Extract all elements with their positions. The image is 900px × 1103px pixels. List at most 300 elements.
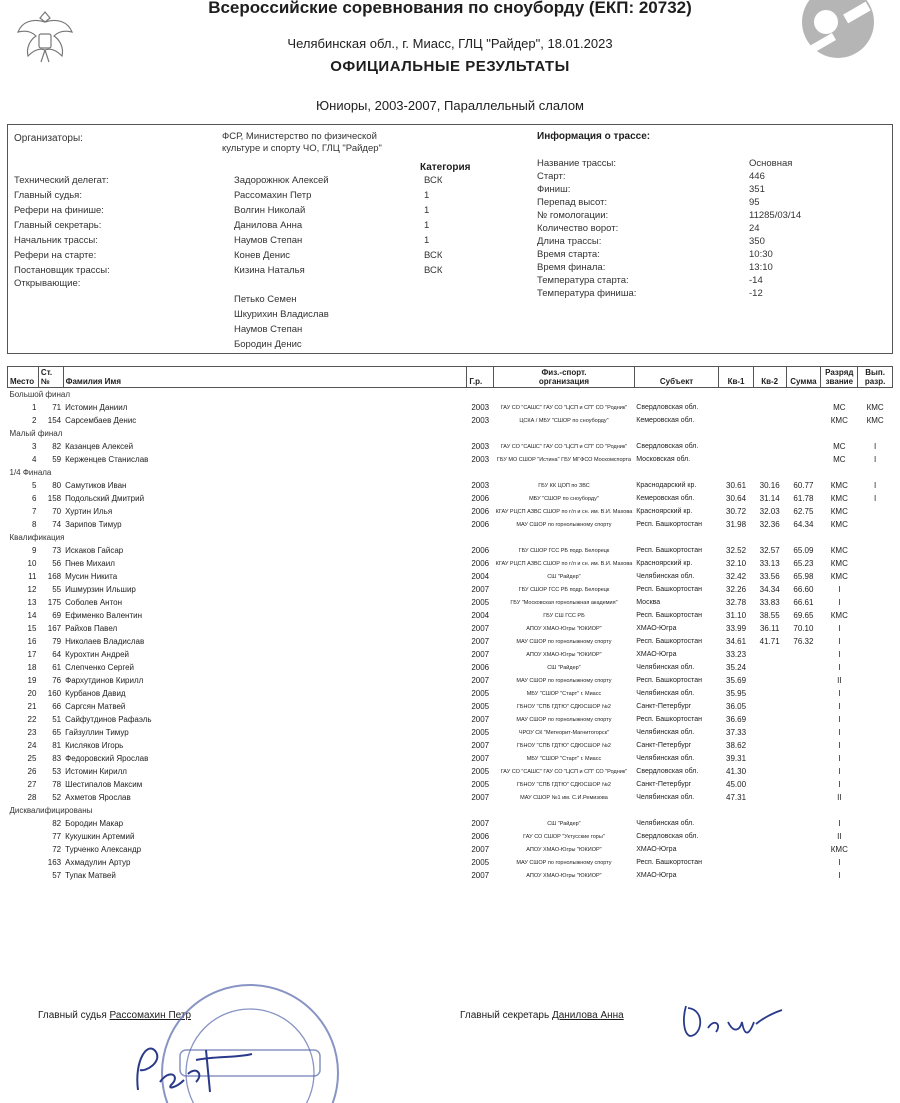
cell-sum xyxy=(786,817,821,830)
group-row xyxy=(8,804,893,817)
cell-rank: I xyxy=(838,819,841,828)
cell-bib: 51 xyxy=(52,715,62,724)
cell-place: 22 xyxy=(27,715,37,724)
cell-place: 7 xyxy=(31,507,37,516)
cell-done xyxy=(858,817,893,830)
cell-done: I xyxy=(874,442,877,451)
cell-region: Свердловская обл. xyxy=(636,833,699,840)
cell-sum: 61.78 xyxy=(793,494,814,503)
cell-place: 23 xyxy=(27,728,37,737)
cell-region: Респ. Башкортостан xyxy=(636,638,702,645)
official-role: Рефери на старте: xyxy=(14,250,97,261)
results-table xyxy=(7,366,893,882)
cell-done xyxy=(858,648,893,661)
cell-q1: 39.31 xyxy=(726,754,747,763)
cell-name: Истомин Кирилл xyxy=(65,767,127,776)
cell-year: 2003 xyxy=(471,481,490,490)
table-row xyxy=(8,414,893,427)
track-value: 24 xyxy=(749,223,760,234)
cell-sum xyxy=(786,765,821,778)
cell-name: Искаков Гайсар xyxy=(65,546,124,555)
judge-signature xyxy=(126,1030,276,1100)
table-row xyxy=(8,401,893,414)
cell-q1 xyxy=(719,830,754,843)
cell-q2 xyxy=(753,700,786,713)
cell-name: Пнев Михаил xyxy=(65,559,115,568)
cell-done xyxy=(858,713,893,726)
cell-q2 xyxy=(753,843,786,856)
cell-rank: I xyxy=(838,780,841,789)
cell-bib: 73 xyxy=(52,546,62,555)
cell-year: 2003 xyxy=(471,455,490,464)
cell-done xyxy=(858,570,893,583)
cell-name: Тупак Матвей xyxy=(65,871,116,880)
cell-bib: 82 xyxy=(52,819,62,828)
cell-q2 xyxy=(753,687,786,700)
cell-org: МБУ "СШОР по сноуборду" xyxy=(529,495,599,502)
group-name: Дисквалифицированы xyxy=(9,806,93,815)
opener-name: Наумов Степан xyxy=(234,324,303,335)
table-row xyxy=(8,518,893,531)
cell-q1 xyxy=(719,414,754,427)
cell-sum xyxy=(786,401,821,414)
cell-year: 2005 xyxy=(471,702,490,711)
cell-sum xyxy=(786,778,821,791)
cell-sum: 76.32 xyxy=(793,637,814,646)
cell-year: 2007 xyxy=(471,819,490,828)
cell-done: КМС xyxy=(866,403,884,412)
cell-q1: 30.72 xyxy=(726,507,747,516)
cell-year: 2007 xyxy=(471,715,490,724)
cell-org: АПОУ ХМАО-Югры "ЮКИОР" xyxy=(526,846,602,853)
cell-rank: I xyxy=(838,715,841,724)
cell-rank: I xyxy=(838,767,841,776)
track-label: Температура старта: xyxy=(537,275,629,286)
cell-name: Истомин Даниил xyxy=(65,403,128,412)
cell-sum: 64.34 xyxy=(793,520,814,529)
table-row xyxy=(8,856,893,869)
cell-region: Москва xyxy=(636,599,661,606)
cell-sum xyxy=(786,700,821,713)
cell-q1: 47.31 xyxy=(726,793,747,802)
cell-region: Респ. Башкортостан xyxy=(636,859,702,866)
cell-rank: I xyxy=(838,741,841,750)
cell-sum xyxy=(786,739,821,752)
table-row xyxy=(8,843,893,856)
cell-year: 2007 xyxy=(471,624,490,633)
cell-rank: I xyxy=(838,585,841,594)
cell-region: Санкт-Петербург xyxy=(636,781,692,788)
cell-q1: 32.78 xyxy=(726,598,747,607)
cell-place xyxy=(8,869,39,882)
cell-year: 2006 xyxy=(471,494,490,503)
cell-q2: 33.56 xyxy=(759,572,780,581)
track-label: Время финала: xyxy=(537,262,606,273)
cell-done xyxy=(858,869,893,882)
cell-region: Челябинская обл. xyxy=(636,820,695,827)
secretary-signature xyxy=(676,1000,786,1044)
cell-done xyxy=(858,856,893,869)
cell-sum: 69.65 xyxy=(793,611,814,620)
cell-done xyxy=(858,791,893,804)
cell-q2: 36.11 xyxy=(759,624,780,633)
cell-place: 12 xyxy=(27,585,37,594)
cell-org: ЦСКА / МБУ "СШОР по сноуборду" xyxy=(519,417,609,424)
cell-done xyxy=(858,505,893,518)
cell-sum xyxy=(786,869,821,882)
cell-bib: 168 xyxy=(47,572,62,581)
cell-place: 28 xyxy=(27,793,37,802)
cell-region: Санкт-Петербург xyxy=(636,742,692,749)
cell-year: 2007 xyxy=(471,585,490,594)
table-row xyxy=(8,765,893,778)
cell-sum: 62.75 xyxy=(793,507,814,516)
chief-secretary-label: Главный секретарь xyxy=(460,1010,550,1021)
cell-place: 6 xyxy=(31,494,37,503)
cell-bib: 79 xyxy=(52,637,62,646)
cell-bib: 83 xyxy=(52,754,62,763)
cell-rank: I xyxy=(838,663,841,672)
cell-rank: I xyxy=(838,650,841,659)
table-row xyxy=(8,778,893,791)
cell-name: Кисляков Игорь xyxy=(65,741,124,750)
cell-done xyxy=(858,765,893,778)
cell-done: КМС xyxy=(866,416,884,425)
cell-rank: КМС xyxy=(830,572,848,581)
table-row xyxy=(8,479,893,492)
cell-sum xyxy=(786,752,821,765)
cell-q2: 41.71 xyxy=(759,637,780,646)
cell-rank: КМС xyxy=(830,520,848,529)
cell-q1: 32.42 xyxy=(726,572,747,581)
group-row xyxy=(8,466,893,479)
cell-rank: КМС xyxy=(830,559,848,568)
track-value: 350 xyxy=(749,236,765,247)
cell-year: 2003 xyxy=(471,442,490,451)
cell-bib: 59 xyxy=(52,455,62,464)
cell-name: Бородин Макар xyxy=(65,819,124,828)
organizers-label: Организаторы: xyxy=(14,133,83,144)
cell-org: ГБУ МО СШОР "Истина" ГБУ МГФСО Москомспорта xyxy=(496,456,631,463)
discipline-title: Юниоры, 2003-2007, Параллельный слалом xyxy=(316,98,584,113)
cell-sum xyxy=(786,648,821,661)
cell-name: Кукушкин Артемий xyxy=(65,832,135,841)
cell-place xyxy=(8,830,39,843)
cell-org: ГБУ КК ЦОП по ЗВС xyxy=(538,482,590,489)
cell-rank: КМС xyxy=(830,546,848,555)
chief-judge-name: Рассомахин Петр xyxy=(109,1010,192,1021)
track-label: Температура финиша: xyxy=(537,288,637,299)
cell-q1 xyxy=(719,869,754,882)
cell-region: Краснодарский кр. xyxy=(636,482,697,489)
cell-sum xyxy=(786,440,821,453)
group-name: Большой финал xyxy=(9,390,71,399)
official-name: Задорожнюк Алексей xyxy=(234,175,329,186)
cell-bib: 70 xyxy=(52,507,62,516)
category-header: Категория xyxy=(420,162,471,173)
cell-place: 13 xyxy=(27,598,37,607)
cell-done xyxy=(858,622,893,635)
cell-q1 xyxy=(719,843,754,856)
cell-org: МБУ "СШОР "Старт" г. Миасс xyxy=(526,690,602,697)
cell-q2 xyxy=(753,778,786,791)
col-q2: Кв-2 xyxy=(753,367,786,388)
cell-bib: 64 xyxy=(52,650,62,659)
cell-place: 17 xyxy=(27,650,37,659)
cell-place: 18 xyxy=(27,663,37,672)
cell-place xyxy=(8,856,39,869)
col-rank: Разряд звание xyxy=(821,367,858,388)
group-row xyxy=(8,427,893,440)
cell-bib: 56 xyxy=(52,559,62,568)
track-value: 446 xyxy=(749,171,765,182)
cell-rank: II xyxy=(837,676,842,685)
table-row xyxy=(8,622,893,635)
cell-name: Турченко Александр xyxy=(65,845,142,854)
cell-q2 xyxy=(753,752,786,765)
cell-year: 2005 xyxy=(471,767,490,776)
cell-name: Соболев Антон xyxy=(65,598,123,607)
group-name: Малый финал xyxy=(9,429,63,438)
cell-org: МБУ "СШОР "Старт" г. Миасс xyxy=(526,755,602,762)
table-row xyxy=(8,609,893,622)
cell-done xyxy=(858,739,893,752)
table-row xyxy=(8,596,893,609)
cell-place: 2 xyxy=(31,416,37,425)
cell-done xyxy=(858,518,893,531)
cell-rank: I xyxy=(838,702,841,711)
opener-name: Петько Семен xyxy=(234,294,297,305)
cell-q2 xyxy=(753,401,786,414)
official-category: 1 xyxy=(424,235,430,246)
track-value: 10:30 xyxy=(749,249,773,260)
cell-rank: КМС xyxy=(830,416,848,425)
cell-name: Казанцев Алексей xyxy=(65,442,134,451)
cell-rank: КМС xyxy=(830,481,848,490)
cell-sum: 65.09 xyxy=(793,546,814,555)
opener-name: Шкурихин Владислав xyxy=(234,309,329,320)
col-org: Физ.-спорт. организация xyxy=(494,367,635,388)
official-name: Данилова Анна xyxy=(234,220,303,231)
cell-place: 26 xyxy=(27,767,37,776)
cell-name: Мусин Никита xyxy=(65,572,118,581)
cell-q2: 38.55 xyxy=(759,611,780,620)
group-row xyxy=(8,388,893,402)
cell-region: Респ. Башкортостан xyxy=(636,521,702,528)
table-row xyxy=(8,791,893,804)
cell-bib: 61 xyxy=(52,663,62,672)
cell-org: ГБНОУ "СПБ ГДТЮ" СДЮСШОР №2 xyxy=(516,703,611,710)
table-row xyxy=(8,817,893,830)
organizers-value-line1: ФСР, Министерство по физической xyxy=(222,131,377,142)
cell-region: Красноярский кр. xyxy=(636,508,693,515)
cell-rank: КМС xyxy=(830,611,848,620)
cell-year: 2003 xyxy=(471,416,490,425)
cell-bib: 72 xyxy=(52,845,62,854)
cell-bib: 158 xyxy=(47,494,62,503)
cell-q1: 35.95 xyxy=(726,689,747,698)
cell-org: КГАУ РЦСП АЗВС СШОР по г/л и сн. им. В.И. Махова xyxy=(495,508,633,515)
cell-done xyxy=(858,583,893,596)
cell-org: ГАУ СО "САШС" ГАУ СО "ЦСП и СП" СО "Родник" xyxy=(500,404,628,411)
table-row xyxy=(8,505,893,518)
cell-org: АПОУ ХМАО-Югры "ЮКИОР" xyxy=(526,625,602,632)
cell-q1: 33.99 xyxy=(726,624,747,633)
table-row xyxy=(8,557,893,570)
cell-name: Самутиков Иван xyxy=(65,481,127,490)
table-row xyxy=(8,492,893,505)
cell-q2 xyxy=(753,765,786,778)
cell-place: 15 xyxy=(27,624,37,633)
openers-label: Открывающие: xyxy=(14,278,81,289)
col-name: Фамилия Имя xyxy=(63,367,467,388)
col-year: Г.р. xyxy=(467,367,494,388)
cell-q1 xyxy=(719,817,754,830)
cell-name: Ахметов Ярослав xyxy=(65,793,131,802)
cell-q1: 41.30 xyxy=(726,767,747,776)
cell-region: Респ. Башкортостан xyxy=(636,586,702,593)
cell-q1: 35.24 xyxy=(726,663,747,672)
cell-bib: 163 xyxy=(47,858,62,867)
cell-region: Московская обл. xyxy=(636,456,691,463)
cell-q2: 32.57 xyxy=(759,546,780,555)
cell-q1: 36.05 xyxy=(726,702,747,711)
cell-name: Сарсембаев Денис xyxy=(65,416,137,425)
cell-q1: 35.69 xyxy=(726,676,747,685)
cell-org: ГАУ СО "САШС" ГАУ СО "ЦСП и СП" СО "Родник" xyxy=(500,443,628,450)
table-row xyxy=(8,635,893,648)
cell-q1: 32.10 xyxy=(726,559,747,568)
cell-rank: I xyxy=(838,728,841,737)
track-label: Время старта: xyxy=(537,249,600,260)
cell-year: 2006 xyxy=(471,663,490,672)
official-category: ВСК xyxy=(424,250,443,261)
table-row xyxy=(8,830,893,843)
track-label: Старт: xyxy=(537,171,566,182)
cell-sum xyxy=(786,843,821,856)
official-category: ВСК xyxy=(424,175,443,186)
cell-year: 2007 xyxy=(471,676,490,685)
cell-q2: 32.36 xyxy=(759,520,780,529)
table-row xyxy=(8,648,893,661)
cell-q2: 33.83 xyxy=(759,598,780,607)
cell-sum xyxy=(786,661,821,674)
cell-sum: 66.61 xyxy=(793,598,814,607)
cell-q2 xyxy=(753,674,786,687)
cell-org: МАУ СШОР по горнолыжному спорту xyxy=(516,677,612,684)
cell-year: 2007 xyxy=(471,845,490,854)
cell-bib: 81 xyxy=(52,741,62,750)
track-label: Перепад высот: xyxy=(537,197,608,208)
cell-bib: 77 xyxy=(52,832,62,841)
cell-place: 14 xyxy=(27,611,37,620)
cell-org: ГБНОУ "СПБ ГДТЮ" СДЮСШОР №2 xyxy=(516,742,611,749)
cell-bib: 55 xyxy=(52,585,62,594)
table-row xyxy=(8,440,893,453)
cell-name: Гайзуллин Тимур xyxy=(65,728,129,737)
official-role: Постановщик трассы: xyxy=(14,265,110,276)
cell-q2 xyxy=(753,856,786,869)
cell-q1: 37.33 xyxy=(726,728,747,737)
cell-org: ЧРОУ СК "Метеорит-Магнитогорск" xyxy=(518,729,609,736)
cell-region: Санкт-Петербург xyxy=(636,703,692,710)
cell-bib: 167 xyxy=(47,624,62,633)
group-name: Квалификация xyxy=(9,533,65,542)
track-label: Финиш: xyxy=(537,184,571,195)
track-info-header: Информация о трассе: xyxy=(537,131,651,142)
cell-name: Саргсян Матвей xyxy=(65,702,126,711)
cell-name: Николаев Владислав xyxy=(65,637,145,646)
cell-year: 2006 xyxy=(471,559,490,568)
cell-bib: 80 xyxy=(52,481,62,490)
cell-name: Федоровский Ярослав xyxy=(65,754,149,763)
cell-done xyxy=(858,661,893,674)
cell-sum xyxy=(786,830,821,843)
cell-q1: 30.61 xyxy=(726,481,747,490)
cell-q2 xyxy=(753,713,786,726)
cell-region: ХМАО-Югра xyxy=(636,846,677,853)
table-row xyxy=(8,687,893,700)
cell-name: Зарипов Тимур xyxy=(65,520,122,529)
cell-done xyxy=(858,778,893,791)
cell-place: 8 xyxy=(31,520,37,529)
track-value: -14 xyxy=(749,275,763,286)
cell-org: МАУ СШОР №1 им. С.И.Ремизова xyxy=(520,794,608,801)
cell-region: ХМАО-Югра xyxy=(636,625,677,632)
cell-q2 xyxy=(753,869,786,882)
cell-bib: 82 xyxy=(52,442,62,451)
cell-org: АПОУ ХМАО-Югры "ЮКИОР" xyxy=(526,651,602,658)
cell-done: I xyxy=(874,455,877,464)
cell-org: ГБУ СШОР ГСС РБ подр. Белорецк xyxy=(518,547,610,554)
cell-place: 11 xyxy=(28,572,37,581)
cell-year: 2007 xyxy=(471,650,490,659)
cell-done xyxy=(858,752,893,765)
cell-q1 xyxy=(719,856,754,869)
cell-place xyxy=(8,843,39,856)
cell-bib: 74 xyxy=(52,520,62,529)
cell-name: Райхов Павел xyxy=(65,624,118,633)
cell-bib: 53 xyxy=(52,767,62,776)
cell-q1: 32.26 xyxy=(726,585,747,594)
cell-rank: I xyxy=(838,624,841,633)
track-value: 13:10 xyxy=(749,262,773,273)
cell-year: 2005 xyxy=(471,689,490,698)
col-bib: Ст. № xyxy=(38,367,63,388)
cell-org: ГАУ СО "САШС" ГАУ СО "ЦСП и СП" СО "Родник" xyxy=(500,768,628,775)
track-value: 95 xyxy=(749,197,760,208)
cell-year: 2006 xyxy=(471,832,490,841)
cell-org: ГБУ "Московская горнолыжная академия" xyxy=(510,599,618,606)
cell-place: 10 xyxy=(27,559,37,568)
official-role: Рефери на финише: xyxy=(14,205,104,216)
cell-org: СШ "Райдер" xyxy=(547,820,581,827)
cell-done xyxy=(858,700,893,713)
cell-region: Респ. Башкортостан xyxy=(636,547,702,554)
cell-rank: КМС xyxy=(830,494,848,503)
cell-bib: 66 xyxy=(52,702,62,711)
cell-place: 16 xyxy=(27,637,37,646)
cell-q2 xyxy=(753,830,786,843)
table-row xyxy=(8,583,893,596)
cell-place: 27 xyxy=(27,780,37,789)
cell-place: 4 xyxy=(31,455,37,464)
cell-sum xyxy=(786,414,821,427)
cell-name: Подольский Дмитрий xyxy=(65,494,145,503)
official-category: 1 xyxy=(424,220,430,231)
cell-done xyxy=(858,674,893,687)
cell-year: 2005 xyxy=(471,598,490,607)
